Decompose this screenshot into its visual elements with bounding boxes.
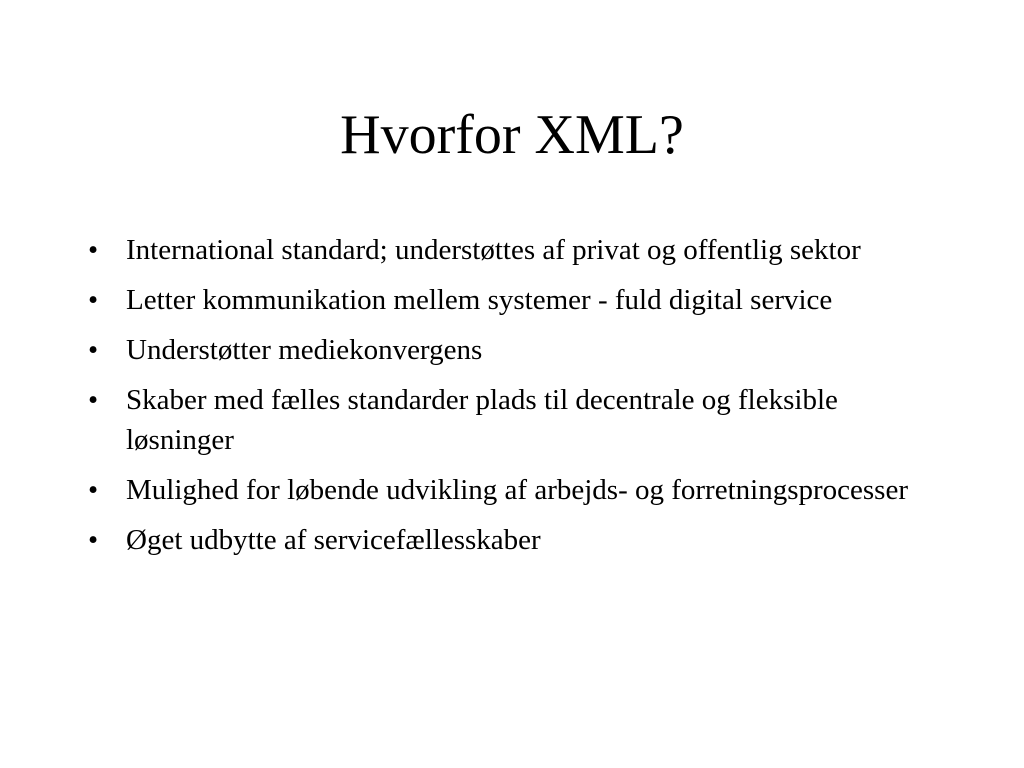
list-item [80, 380, 940, 460]
list-item [80, 470, 940, 510]
bullet-text: Understøtter mediekonvergens [126, 334, 483, 366]
list-item [80, 330, 940, 370]
bullet-text: Mulighed for løbende udvikling af arbejds- og forretningsprocesser [126, 474, 908, 506]
bullet-text: International standard; understøttes af privat og offentlig sektor [126, 234, 861, 266]
bullet-icon: • [88, 334, 99, 366]
bullet-icon: • [88, 474, 99, 506]
bullet-icon: • [88, 284, 99, 316]
bullet-text: Skaber med fælles standarder plads til decentrale og fleksible løsninger [126, 384, 838, 456]
list-item [80, 280, 940, 320]
bullet-text: Øget udbytte af servicefællesskaber [126, 524, 541, 556]
bullet-text: Letter kommunikation mellem systemer - fuld digital service [126, 284, 833, 316]
bullet-icon: • [88, 234, 99, 266]
bullet-icon: • [88, 384, 99, 416]
bullet-icon: • [88, 524, 99, 556]
list-item [80, 520, 940, 560]
slide-title: Hvorfor XML? [340, 104, 684, 166]
list-item [80, 230, 940, 270]
bullet-list [80, 230, 940, 570]
